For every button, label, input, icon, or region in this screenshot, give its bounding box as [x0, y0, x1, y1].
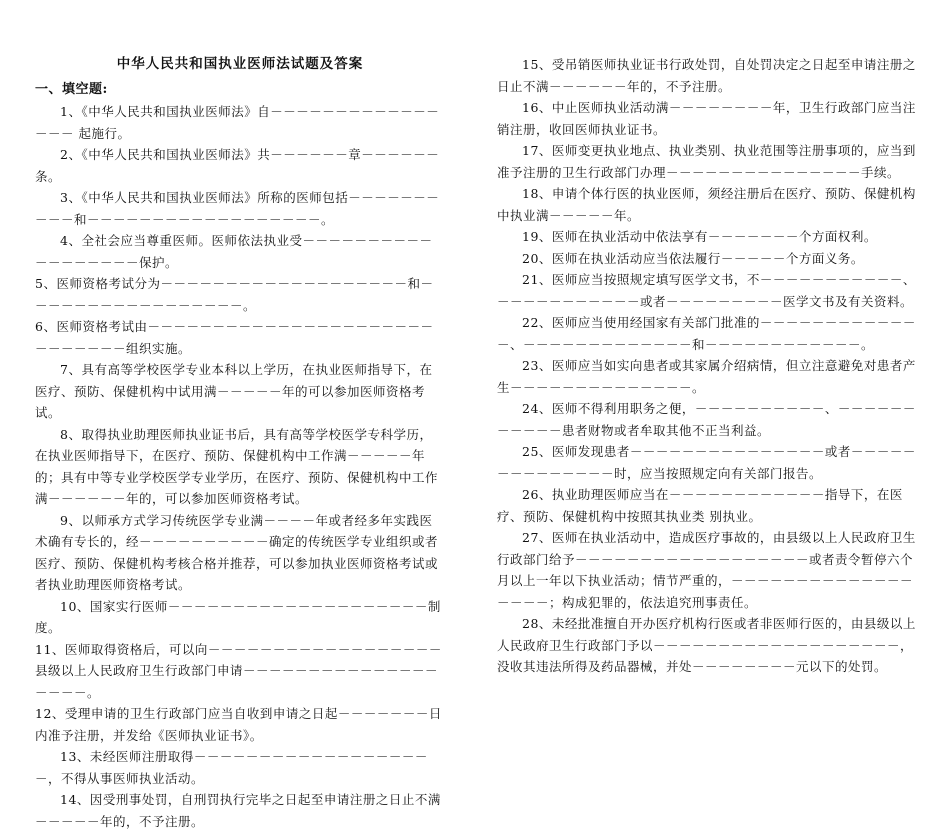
- question-22: 22、医师应当使用经国家有关部门批准的－－－－－－－－－－－－－、－－－－－－－－－－－－－和－－－－－－－－－－－－。: [497, 315, 916, 352]
- question-17: 17、医师变更执业地点、执业类别、执业范围等注册事项的，应当到准予注册的卫生行政部门办理－－－－－－－－－－－－－－－手续。: [497, 143, 916, 180]
- question-15: 15、受吊销医师执业证书行政处罚，自处罚决定之日起至申请注册之日止不满－－－－－－年的，不予注册。: [497, 57, 916, 94]
- question-12: 12、受理申请的卫生行政部门应当自收到申请之日起－－－－－－－日内准予注册，并发给《医师执业证书》。: [35, 706, 442, 743]
- question-9: 9、以师承方式学习传统医学专业满－－－－年或者经多年实践医术确有专长的，经－－－－－－－－－－确定的传统医学专业组织或者医疗、预防、保健机构考核合格并推荐，可以参加执业医师资格考试或者执业助理医师资格考试。: [35, 512, 439, 592]
- question-20: 20、医师在执业活动应当依法履行－－－－－个方面义务。: [522, 250, 864, 266]
- page-title: 中华人民共和国执业医师法试题及答案: [116, 56, 364, 72]
- question-28: 28、未经批准擅自开办医疗机构行医或者非医师行医的，由县级以上人民政府卫生行政部门予以－－－－－－－－－－－－－－－－－－－，没收其违法所得及药品器械，并处－－－－－－－－元以下的处罚。: [497, 616, 916, 674]
- question-13: 13、未经医师注册取得－－－－－－－－－－－－－－－－－－－，不得从事医师执业活动。: [35, 749, 428, 786]
- question-7: 7、具有高等学校医学专业本科以上学历，在执业医师指导下，在医疗、预防、保健机构中试用满－－－－－年的可以参加医师资格考试。: [35, 362, 433, 420]
- question-26: 26、执业助理医师应当在－－－－－－－－－－－－指导下，在医疗、预防、保健机构中按照其执业类 别执业。: [497, 487, 903, 524]
- question-11: 11、医师取得资格后，可以向－－－－－－－－－－－－－－－－－－县级以上人民政府卫生行政部门申请－－－－－－－－－－－－－－－－－－－。: [35, 641, 442, 700]
- question-27: 27、医师在执业活动中，造成医疗事故的，由县级以上人民政府卫生行政部门给予－－－－－－－－－－－－－－－－－－或者责令暂停六个月以上一年以下执业活动；情节严重的，－－－－－－－－－－－－－－－－－－；构成犯罪的，依法追究刑事责任。: [497, 530, 916, 610]
- question-10: 10、国家实行医师－－－－－－－－－－－－－－－－－－－－制度。: [35, 598, 441, 635]
- left-column: [35, 54, 445, 832]
- section-heading: 一、填空题:: [35, 81, 108, 97]
- right-column: [497, 54, 922, 678]
- question-19: 19、医师在执业活动中依法享有－－－－－－－个方面权利。: [522, 229, 877, 244]
- question-3: 3、《中华人民共和国执业医师法》所称的医师包括－－－－－－－－－－和－－－－－－－－－－－－－－－－－－。: [35, 190, 440, 227]
- question-6: 6、医师资格考试由－－－－－－－－－－－－－－－－－－－－－－－－－－－－－组织实施。: [35, 319, 434, 356]
- question-25: 25、医师发现患者－－－－－－－－－－－－－－－或者－－－－－－－－－－－－－－时，应当按照规定向有关部门报告。: [497, 444, 916, 481]
- question-2: 2、《中华人民共和国执业医师法》共－－－－－－章－－－－－－条。: [35, 147, 440, 184]
- question-14: 14、因受刑事处罚，自刑罚执行完毕之日起至申请注册之日止不满－－－－－年的，不予注册。: [35, 792, 441, 829]
- question-1: 1、《中华人民共和国执业医师法》自－－－－－－－－－－－－－－－－ 起施行。: [35, 104, 440, 141]
- question-4: 4、全社会应当尊重医师。医师依法执业受－－－－－－－－－－－－－－－－－－保护。: [35, 233, 433, 270]
- question-21: 21、医师应当按照规定填写医学文书，不－－－－－－－－－－－、－－－－－－－－－－－或者－－－－－－－－－医学文书及有关资料。: [497, 272, 916, 309]
- question-24: 24、医师不得利用职务之便，－－－－－－－－－－、－－－－－－－－－－－患者财物或者牟取其他不正当利益。: [497, 401, 916, 438]
- question-5: 5、医师资格考试分为－－－－－－－－－－－－－－－－－－－和－－－－－－－－－－－－－－－－－。: [35, 276, 434, 313]
- question-8: 8、取得执业助理医师执业证书后，具有高等学校医学专科学历，在执业医师指导下，在医疗、预防、保健机构中工作满－－－－－年的；具有中等专业学校医学专业学历，在医疗、预防、保健机构中工作满－－－－－－年的，可以参加医师资格考试。: [35, 426, 439, 506]
- question-23: 23、医师应当如实向患者或其家属介绍病情，但立注意避免对患者产生－－－－－－－－－－－－－－。: [497, 358, 916, 395]
- question-16: 16、中止医师执业活动满－－－－－－－－年，卫生行政部门应当注销注册，收回医师执业证书。: [497, 100, 916, 137]
- question-18: 18、申请个体行医的执业医师，须经注册后在医疗、预防、保健机构中执业满－－－－－年。: [497, 186, 916, 223]
